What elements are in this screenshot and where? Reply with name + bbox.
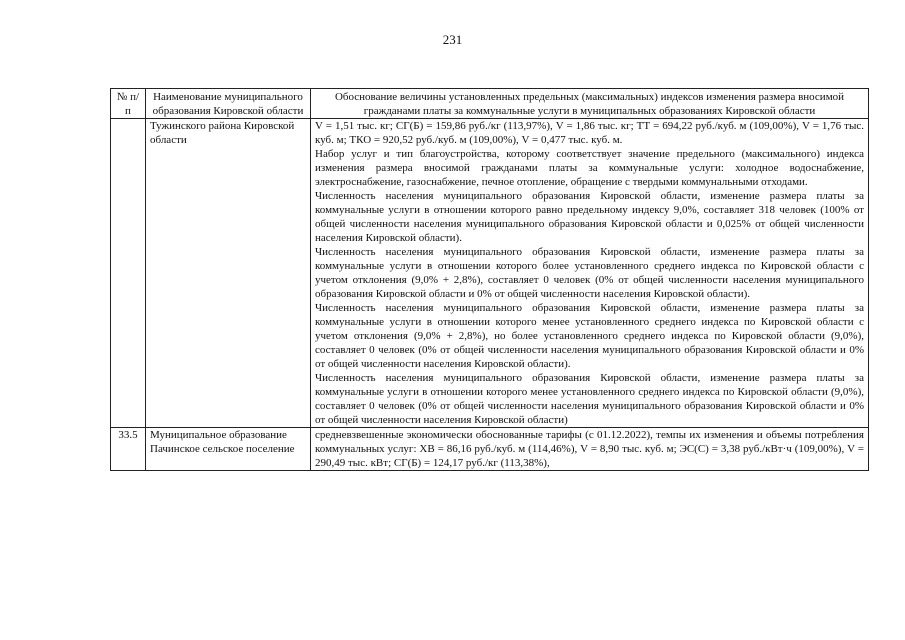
row-municipality-name: Тужинского района Кировской области xyxy=(146,119,311,428)
header-justification: Обоснование величины установленных предельных (максимальных) индексов изменения размера вносимой гражданами платы за коммунальные услуги в муниципальных образованиях Кировской области xyxy=(311,89,869,119)
row-justification xyxy=(311,428,869,471)
row-municipality-name: Муниципальное образование Пачинское сельское поселение xyxy=(146,428,311,471)
page-number: 231 xyxy=(442,32,463,47)
justification-paragraph: Набор услуг и тип благоустройства, которому соответствует значение предельного (максимального) индекса изменения размера вносимой гражданами платы за коммунальные услуги: холодное водоснабжение, электроснабжение, газоснабжение, печное отопление, обращение с твердыми коммунальными отходами. xyxy=(315,148,864,188)
table-row xyxy=(111,428,869,471)
tariff-justification-table xyxy=(110,88,869,471)
justification-paragraph: Численность населения муниципального образования Кировской области, изменение размера платы за коммунальные услуги в отношении которого менее установленного среднего индекса по Кировской области (9,0%), составляет 0 человек (0% от общей численности населения муниципального образования Кировской области и 0% от общей численности населения Кировской области) xyxy=(315,372,864,426)
header-num: № п/п xyxy=(111,89,146,119)
row-num xyxy=(111,119,146,428)
header-municipality-name: Наименование муниципального образования Кировской области xyxy=(146,89,311,119)
table-header-row xyxy=(111,89,869,119)
justification-paragraph: Численность населения муниципального образования Кировской области, изменение размера платы за коммунальные услуги в отношении которого равно предельному индексу 9,0%, составляет 318 человек (100% от общей численности населения муниципального образования Кировской области и 0,025% от общей численности населения Кировской области). xyxy=(315,190,864,244)
justification-paragraph: V = 1,51 тыс. кг; СГ(Б) = 159,86 руб./кг (113,97%), V = 1,86 тыс. кг; ТТ = 694,22 руб./куб. м (109,00%), V = 1,76 тыс. куб. м; ТКО = 920,52 руб./куб. м (109,00%), V = 0,477 тыс. куб. м. xyxy=(315,120,864,146)
justification-paragraph: Численность населения муниципального образования Кировской области, изменение размера платы за коммунальные услуги в отношении которого менее установленного среднего индекса по Кировской области с учетом отклонения (9,0% + 2,8%), но более установленного среднего индекса по Кировской области (9,0%), составляет 0 человек (0% от общей численности населения муниципального образования Кировской области и 0% от общей численности населения Кировской области). xyxy=(315,302,864,370)
row-num: 33.5 xyxy=(111,428,146,471)
table-row xyxy=(111,119,869,428)
justification-paragraph: средневзвешенные экономически обоснованные тарифы (с 01.12.2022), темпы их изменения и объемы потребления коммунальных услуг: ХВ = 86,16 руб./куб. м (114,46%), V = 8,90 тыс. куб. м; ЭС(С) = 3,38 руб./кВт·ч (109,00%), V = 290,49 тыс. кВт; СГ(Б) = 124,17 руб./кг (113,38%), xyxy=(315,429,864,469)
row-justification xyxy=(311,119,869,428)
justification-paragraph: Численность населения муниципального образования Кировской области, изменение размера платы за коммунальные услуги в отношении которого более установленного среднего индекса по Кировской области с учетом отклонения (9,0% + 2,8%), составляет 0 человек (0% от общей численности населения муниципального образования Кировской области и 0% от общей численности населения Кировской области). xyxy=(315,246,864,300)
